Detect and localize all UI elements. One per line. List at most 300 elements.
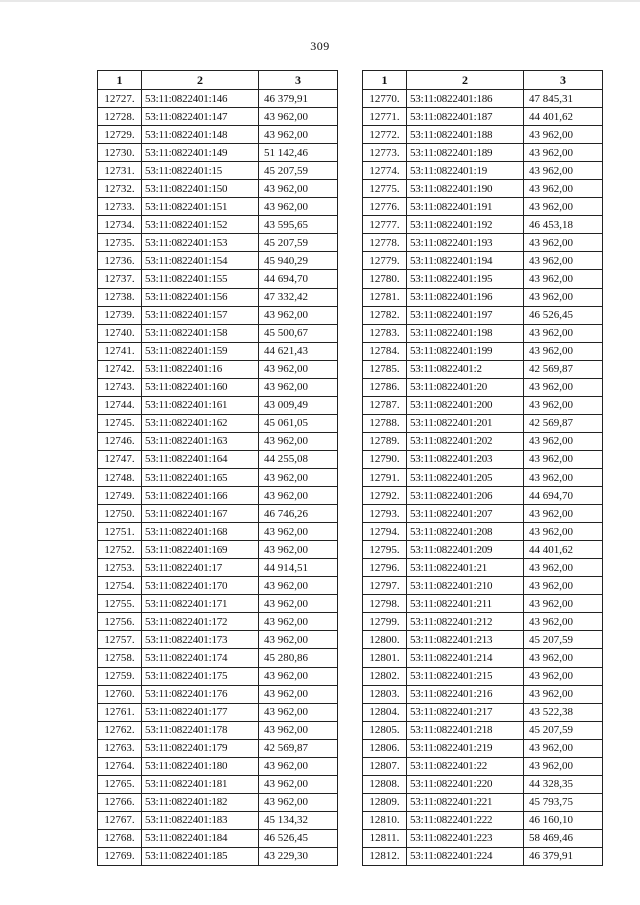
cadastral-number: 53:11:0822401:157 xyxy=(142,306,259,324)
row-number: 12746. xyxy=(98,432,142,450)
row-number: 12776. xyxy=(363,198,407,216)
table-row xyxy=(98,523,338,541)
value-cell: 42 569,87 xyxy=(524,360,603,378)
table-row xyxy=(98,559,338,577)
value-cell: 43 962,00 xyxy=(524,450,603,468)
row-number: 12756. xyxy=(98,613,142,631)
cadastral-number: 53:11:0822401:155 xyxy=(142,270,259,288)
table-row xyxy=(363,162,603,180)
cadastral-number: 53:11:0822401:160 xyxy=(142,378,259,396)
cadastral-number: 53:11:0822401:169 xyxy=(142,541,259,559)
value-cell: 43 962,00 xyxy=(524,324,603,342)
table-row xyxy=(363,234,603,252)
value-cell: 43 962,00 xyxy=(259,667,338,685)
row-number: 12757. xyxy=(98,631,142,649)
row-number: 12750. xyxy=(98,505,142,523)
row-number: 12741. xyxy=(98,342,142,360)
row-number: 12754. xyxy=(98,577,142,595)
row-number: 12768. xyxy=(98,829,142,847)
value-cell: 42 569,87 xyxy=(524,414,603,432)
value-cell: 43 962,00 xyxy=(524,613,603,631)
value-cell: 43 962,00 xyxy=(259,793,338,811)
table-row xyxy=(98,180,338,198)
row-number: 12806. xyxy=(363,739,407,757)
table-row xyxy=(98,829,338,847)
cadastral-number: 53:11:0822401:188 xyxy=(407,126,524,144)
value-cell: 43 962,00 xyxy=(259,432,338,450)
value-cell: 43 962,00 xyxy=(524,667,603,685)
header-row xyxy=(98,71,338,90)
row-number: 12778. xyxy=(363,234,407,252)
cadastral-number: 53:11:0822401:154 xyxy=(142,252,259,270)
cadastral-number: 53:11:0822401:201 xyxy=(407,414,524,432)
cadastral-number: 53:11:0822401:185 xyxy=(142,847,259,865)
table-row xyxy=(98,703,338,721)
value-cell: 43 962,00 xyxy=(259,487,338,505)
cadastral-number: 53:11:0822401:224 xyxy=(407,847,524,865)
cadastral-number: 53:11:0822401:212 xyxy=(407,613,524,631)
value-cell: 43 229,30 xyxy=(259,847,338,865)
table-row xyxy=(363,414,603,432)
value-cell: 46 379,91 xyxy=(524,847,603,865)
table-row xyxy=(98,342,338,360)
row-number: 12770. xyxy=(363,90,407,108)
value-cell: 43 522,38 xyxy=(524,703,603,721)
table-row xyxy=(98,306,338,324)
cadastral-number: 53:11:0822401:213 xyxy=(407,631,524,649)
value-cell: 44 401,62 xyxy=(524,541,603,559)
row-number: 12771. xyxy=(363,108,407,126)
cadastral-number: 53:11:0822401:150 xyxy=(142,180,259,198)
row-number: 12767. xyxy=(98,811,142,829)
table-row xyxy=(98,162,338,180)
cadastral-number: 53:11:0822401:148 xyxy=(142,126,259,144)
cadastral-number: 53:11:0822401:216 xyxy=(407,685,524,703)
value-cell: 43 962,00 xyxy=(259,721,338,739)
row-number: 12748. xyxy=(98,468,142,486)
value-cell: 43 962,00 xyxy=(524,577,603,595)
cadastral-number: 53:11:0822401:215 xyxy=(407,667,524,685)
value-cell: 43 962,00 xyxy=(259,595,338,613)
table-row xyxy=(98,577,338,595)
row-number: 12730. xyxy=(98,144,142,162)
value-cell: 43 962,00 xyxy=(524,396,603,414)
table-row xyxy=(98,793,338,811)
table-row xyxy=(98,396,338,414)
value-cell: 46 746,26 xyxy=(259,505,338,523)
row-number: 12775. xyxy=(363,180,407,198)
row-number: 12805. xyxy=(363,721,407,739)
cadastral-number: 53:11:0822401:195 xyxy=(407,270,524,288)
row-number: 12774. xyxy=(363,162,407,180)
row-number: 12762. xyxy=(98,721,142,739)
value-cell: 45 940,29 xyxy=(259,252,338,270)
value-cell: 43 962,00 xyxy=(259,198,338,216)
cadastral-number: 53:11:0822401:170 xyxy=(142,577,259,595)
table-row xyxy=(363,613,603,631)
table-row xyxy=(363,829,603,847)
table-row xyxy=(363,468,603,486)
cadastral-number: 53:11:0822401:181 xyxy=(142,775,259,793)
table-row xyxy=(98,126,338,144)
value-cell: 43 962,00 xyxy=(524,180,603,198)
value-cell: 45 207,59 xyxy=(259,162,338,180)
header-col-2: 2 xyxy=(142,71,259,90)
value-cell: 43 962,00 xyxy=(524,685,603,703)
row-number: 12804. xyxy=(363,703,407,721)
cadastral-number: 53:11:0822401:209 xyxy=(407,541,524,559)
table-row xyxy=(363,198,603,216)
value-cell: 46 379,91 xyxy=(259,90,338,108)
value-cell: 43 962,00 xyxy=(259,306,338,324)
table-row xyxy=(363,757,603,775)
table-row xyxy=(363,288,603,306)
cadastral-number: 53:11:0822401:173 xyxy=(142,631,259,649)
cadastral-number: 53:11:0822401:167 xyxy=(142,505,259,523)
cadastral-number: 53:11:0822401:207 xyxy=(407,505,524,523)
table-row xyxy=(363,324,603,342)
table-row xyxy=(98,108,338,126)
header-col-3: 3 xyxy=(259,71,338,90)
value-cell: 44 255,08 xyxy=(259,450,338,468)
table-row xyxy=(98,685,338,703)
table-row xyxy=(363,631,603,649)
row-number: 12758. xyxy=(98,649,142,667)
row-number: 12807. xyxy=(363,757,407,775)
table-row xyxy=(98,324,338,342)
cadastral-number: 53:11:0822401:219 xyxy=(407,739,524,757)
cadastral-number: 53:11:0822401:165 xyxy=(142,468,259,486)
row-number: 12786. xyxy=(363,378,407,396)
value-cell: 43 962,00 xyxy=(524,270,603,288)
value-cell: 43 962,00 xyxy=(524,739,603,757)
table-row xyxy=(98,721,338,739)
cadastral-number: 53:11:0822401:203 xyxy=(407,450,524,468)
row-number: 12781. xyxy=(363,288,407,306)
row-number: 12798. xyxy=(363,595,407,613)
cadastral-number: 53:11:0822401:189 xyxy=(407,144,524,162)
row-number: 12743. xyxy=(98,378,142,396)
table-row xyxy=(98,414,338,432)
cadastral-number: 53:11:0822401:211 xyxy=(407,595,524,613)
value-cell: 43 962,00 xyxy=(524,523,603,541)
table-row xyxy=(363,378,603,396)
cadastral-number: 53:11:0822401:164 xyxy=(142,450,259,468)
value-cell: 43 962,00 xyxy=(259,541,338,559)
row-number: 12777. xyxy=(363,216,407,234)
row-number: 12766. xyxy=(98,793,142,811)
cadastral-number: 53:11:0822401:210 xyxy=(407,577,524,595)
table-row xyxy=(98,505,338,523)
row-number: 12760. xyxy=(98,685,142,703)
row-number: 12749. xyxy=(98,487,142,505)
cadastral-number: 53:11:0822401:20 xyxy=(407,378,524,396)
cadastral-number: 53:11:0822401:214 xyxy=(407,649,524,667)
row-number: 12747. xyxy=(98,450,142,468)
cadastral-number: 53:11:0822401:147 xyxy=(142,108,259,126)
value-cell: 43 962,00 xyxy=(259,108,338,126)
row-number: 12791. xyxy=(363,468,407,486)
cadastral-number: 53:11:0822401:146 xyxy=(142,90,259,108)
table-row xyxy=(98,234,338,252)
value-cell: 43 962,00 xyxy=(524,378,603,396)
table-row xyxy=(98,487,338,505)
cadastral-number: 53:11:0822401:158 xyxy=(142,324,259,342)
value-cell: 45 134,32 xyxy=(259,811,338,829)
table-row xyxy=(363,577,603,595)
row-number: 12779. xyxy=(363,252,407,270)
cadastral-number: 53:11:0822401:220 xyxy=(407,775,524,793)
row-number: 12792. xyxy=(363,487,407,505)
value-cell: 43 962,00 xyxy=(524,595,603,613)
value-cell: 43 962,00 xyxy=(259,577,338,595)
value-cell: 45 207,59 xyxy=(524,631,603,649)
row-number: 12801. xyxy=(363,649,407,667)
table-row xyxy=(363,793,603,811)
value-cell: 43 595,65 xyxy=(259,216,338,234)
row-number: 12788. xyxy=(363,414,407,432)
cadastral-number: 53:11:0822401:206 xyxy=(407,487,524,505)
cadastral-number: 53:11:0822401:162 xyxy=(142,414,259,432)
row-number: 12733. xyxy=(98,198,142,216)
row-number: 12793. xyxy=(363,505,407,523)
value-cell: 43 962,00 xyxy=(524,432,603,450)
cadastral-number: 53:11:0822401:163 xyxy=(142,432,259,450)
header-col-3: 3 xyxy=(524,71,603,90)
cadastral-number: 53:11:0822401:194 xyxy=(407,252,524,270)
value-cell: 44 694,70 xyxy=(259,270,338,288)
value-cell: 43 962,00 xyxy=(259,126,338,144)
value-cell: 44 914,51 xyxy=(259,559,338,577)
header-row xyxy=(363,71,603,90)
cadastral-number: 53:11:0822401:152 xyxy=(142,216,259,234)
row-number: 12787. xyxy=(363,396,407,414)
value-cell: 44 401,62 xyxy=(524,108,603,126)
cadastral-number: 53:11:0822401:168 xyxy=(142,523,259,541)
table-row xyxy=(98,649,338,667)
cadastral-number: 53:11:0822401:184 xyxy=(142,829,259,847)
value-cell: 43 009,49 xyxy=(259,396,338,414)
row-number: 12732. xyxy=(98,180,142,198)
row-number: 12752. xyxy=(98,541,142,559)
row-number: 12737. xyxy=(98,270,142,288)
table-row xyxy=(363,108,603,126)
cadastral-number: 53:11:0822401:159 xyxy=(142,342,259,360)
value-cell: 47 332,42 xyxy=(259,288,338,306)
cadastral-number: 53:11:0822401:174 xyxy=(142,649,259,667)
table-row xyxy=(363,775,603,793)
value-cell: 43 962,00 xyxy=(259,631,338,649)
row-number: 12812. xyxy=(363,847,407,865)
table-row xyxy=(363,847,603,865)
value-cell: 51 142,46 xyxy=(259,144,338,162)
value-cell: 43 962,00 xyxy=(259,378,338,396)
value-cell: 43 962,00 xyxy=(524,559,603,577)
table-row xyxy=(363,180,603,198)
row-number: 12751. xyxy=(98,523,142,541)
table-row xyxy=(98,144,338,162)
table-row xyxy=(363,811,603,829)
page-number: 309 xyxy=(310,39,330,53)
cadastral-number: 53:11:0822401:151 xyxy=(142,198,259,216)
value-cell: 46 160,10 xyxy=(524,811,603,829)
table-row xyxy=(98,811,338,829)
value-cell: 43 962,00 xyxy=(524,757,603,775)
row-number: 12796. xyxy=(363,559,407,577)
row-number: 12728. xyxy=(98,108,142,126)
value-cell: 44 328,35 xyxy=(524,775,603,793)
value-cell: 45 500,67 xyxy=(259,324,338,342)
value-cell: 43 962,00 xyxy=(259,468,338,486)
row-number: 12780. xyxy=(363,270,407,288)
value-cell: 47 845,31 xyxy=(524,90,603,108)
row-number: 12783. xyxy=(363,324,407,342)
cadastral-number: 53:11:0822401:217 xyxy=(407,703,524,721)
table-row xyxy=(98,757,338,775)
row-number: 12736. xyxy=(98,252,142,270)
table-row xyxy=(363,523,603,541)
row-number: 12784. xyxy=(363,342,407,360)
row-number: 12735. xyxy=(98,234,142,252)
cadastral-number: 53:11:0822401:218 xyxy=(407,721,524,739)
header-col-1: 1 xyxy=(363,71,407,90)
table-row xyxy=(363,432,603,450)
row-number: 12789. xyxy=(363,432,407,450)
table-row xyxy=(363,450,603,468)
value-cell: 58 469,46 xyxy=(524,829,603,847)
cadastral-number: 53:11:0822401:175 xyxy=(142,667,259,685)
cadastral-number: 53:11:0822401:208 xyxy=(407,523,524,541)
cadastral-number: 53:11:0822401:190 xyxy=(407,180,524,198)
table-row xyxy=(98,198,338,216)
cadastral-number: 53:11:0822401:205 xyxy=(407,468,524,486)
value-cell: 45 207,59 xyxy=(524,721,603,739)
table-row xyxy=(363,505,603,523)
cadastral-number: 53:11:0822401:197 xyxy=(407,306,524,324)
value-cell: 45 207,59 xyxy=(259,234,338,252)
row-number: 12769. xyxy=(98,847,142,865)
value-cell: 46 453,18 xyxy=(524,216,603,234)
row-number: 12744. xyxy=(98,396,142,414)
value-cell: 43 962,00 xyxy=(259,757,338,775)
table-row xyxy=(98,252,338,270)
cadastral-number: 53:11:0822401:192 xyxy=(407,216,524,234)
cadastral-number: 53:11:0822401:187 xyxy=(407,108,524,126)
cadastral-number: 53:11:0822401:177 xyxy=(142,703,259,721)
table-row xyxy=(363,126,603,144)
right-table xyxy=(362,70,603,866)
table-row xyxy=(98,216,338,234)
value-cell: 44 621,43 xyxy=(259,342,338,360)
table-row xyxy=(98,613,338,631)
value-cell: 45 793,75 xyxy=(524,793,603,811)
row-number: 12740. xyxy=(98,324,142,342)
table-row xyxy=(98,468,338,486)
row-number: 12794. xyxy=(363,523,407,541)
cadastral-number: 53:11:0822401:179 xyxy=(142,739,259,757)
cadastral-number: 53:11:0822401:186 xyxy=(407,90,524,108)
table-row xyxy=(98,775,338,793)
table-row xyxy=(363,252,603,270)
row-number: 12811. xyxy=(363,829,407,847)
table-row xyxy=(98,360,338,378)
cadastral-number: 53:11:0822401:202 xyxy=(407,432,524,450)
table-row xyxy=(98,541,338,559)
row-number: 12790. xyxy=(363,450,407,468)
table-row xyxy=(363,342,603,360)
table-row xyxy=(98,378,338,396)
row-number: 12734. xyxy=(98,216,142,234)
cadastral-number: 53:11:0822401:166 xyxy=(142,487,259,505)
cadastral-number: 53:11:0822401:176 xyxy=(142,685,259,703)
table-row xyxy=(98,270,338,288)
value-cell: 45 061,05 xyxy=(259,414,338,432)
cadastral-number: 53:11:0822401:221 xyxy=(407,793,524,811)
value-cell: 43 962,00 xyxy=(524,649,603,667)
value-cell: 43 962,00 xyxy=(259,775,338,793)
value-cell: 43 962,00 xyxy=(259,703,338,721)
value-cell: 43 962,00 xyxy=(524,198,603,216)
table-row xyxy=(98,90,338,108)
row-number: 12773. xyxy=(363,144,407,162)
row-number: 12745. xyxy=(98,414,142,432)
value-cell: 43 962,00 xyxy=(259,613,338,631)
value-cell: 46 526,45 xyxy=(259,829,338,847)
table-row xyxy=(98,450,338,468)
value-cell: 43 962,00 xyxy=(524,342,603,360)
table-row xyxy=(363,270,603,288)
table-row xyxy=(363,595,603,613)
table-row xyxy=(98,288,338,306)
cadastral-number: 53:11:0822401:171 xyxy=(142,595,259,613)
table-row xyxy=(363,739,603,757)
table-row xyxy=(363,703,603,721)
row-number: 12727. xyxy=(98,90,142,108)
row-number: 12772. xyxy=(363,126,407,144)
cadastral-number: 53:11:0822401:198 xyxy=(407,324,524,342)
row-number: 12808. xyxy=(363,775,407,793)
cadastral-number: 53:11:0822401:161 xyxy=(142,396,259,414)
row-number: 12782. xyxy=(363,306,407,324)
cadastral-number: 53:11:0822401:21 xyxy=(407,559,524,577)
cadastral-number: 53:11:0822401:196 xyxy=(407,288,524,306)
value-cell: 43 962,00 xyxy=(524,505,603,523)
table-row xyxy=(363,721,603,739)
cadastral-number: 53:11:0822401:153 xyxy=(142,234,259,252)
value-cell: 43 962,00 xyxy=(259,360,338,378)
cadastral-number: 53:11:0822401:193 xyxy=(407,234,524,252)
value-cell: 46 526,45 xyxy=(524,306,603,324)
row-number: 12800. xyxy=(363,631,407,649)
cadastral-number: 53:11:0822401:149 xyxy=(142,144,259,162)
row-number: 12785. xyxy=(363,360,407,378)
cadastral-number: 53:11:0822401:199 xyxy=(407,342,524,360)
value-cell: 43 962,00 xyxy=(524,234,603,252)
table-row xyxy=(98,432,338,450)
row-number: 12739. xyxy=(98,306,142,324)
table-row xyxy=(98,739,338,757)
table-row xyxy=(363,541,603,559)
row-number: 12742. xyxy=(98,360,142,378)
table-row xyxy=(363,487,603,505)
cadastral-number: 53:11:0822401:17 xyxy=(142,559,259,577)
value-cell: 43 962,00 xyxy=(524,468,603,486)
cadastral-number: 53:11:0822401:180 xyxy=(142,757,259,775)
table-row xyxy=(363,649,603,667)
table-row xyxy=(363,90,603,108)
table-row xyxy=(363,216,603,234)
cadastral-number: 53:11:0822401:200 xyxy=(407,396,524,414)
